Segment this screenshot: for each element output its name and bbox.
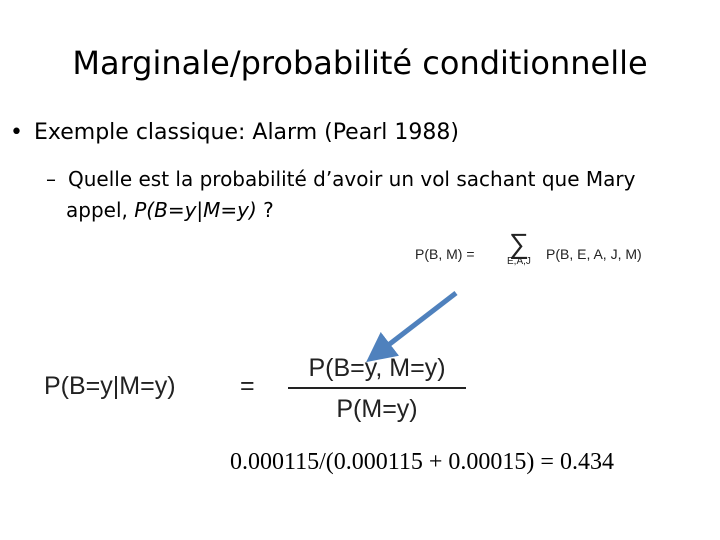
sub-bullet-line2-end: ? — [256, 198, 274, 222]
slide-title: Marginale/probabilité conditionnelle — [72, 44, 648, 82]
conditional-fraction — [288, 354, 466, 424]
bullet-marker: • — [10, 120, 23, 145]
sub-bullet-line2-text: appel, — [66, 198, 135, 222]
result-computation: 0.000115/(0.000115 + 0.00015) = 0.434 — [230, 449, 614, 475]
conditional-formula-lhs: P(B=y|M=y) — [44, 372, 176, 400]
marginal-formula-rhs: P(B, E, A, J, M) — [546, 246, 642, 262]
bullet-text: Exemple classique: Alarm (Pearl 1988) — [34, 120, 459, 145]
summation-subscript: E,A,J — [507, 256, 531, 267]
fraction-denominator: P(M=y) — [336, 395, 418, 423]
marginal-formula-lhs: P(B, M) = — [415, 246, 475, 262]
sigma-icon: ∑ — [508, 228, 529, 259]
fraction-bar — [288, 387, 466, 389]
conditional-formula-equals: = — [240, 372, 255, 400]
sub-bullet-line2-formula: P(B=y|M=y) — [134, 198, 257, 222]
sub-bullet-marker: – — [46, 167, 56, 191]
sub-bullet-line1: Quelle est la probabilité d’avoir un vol sachant que Mary — [68, 167, 636, 191]
fraction-numerator: P(B=y, M=y) — [308, 354, 446, 382]
